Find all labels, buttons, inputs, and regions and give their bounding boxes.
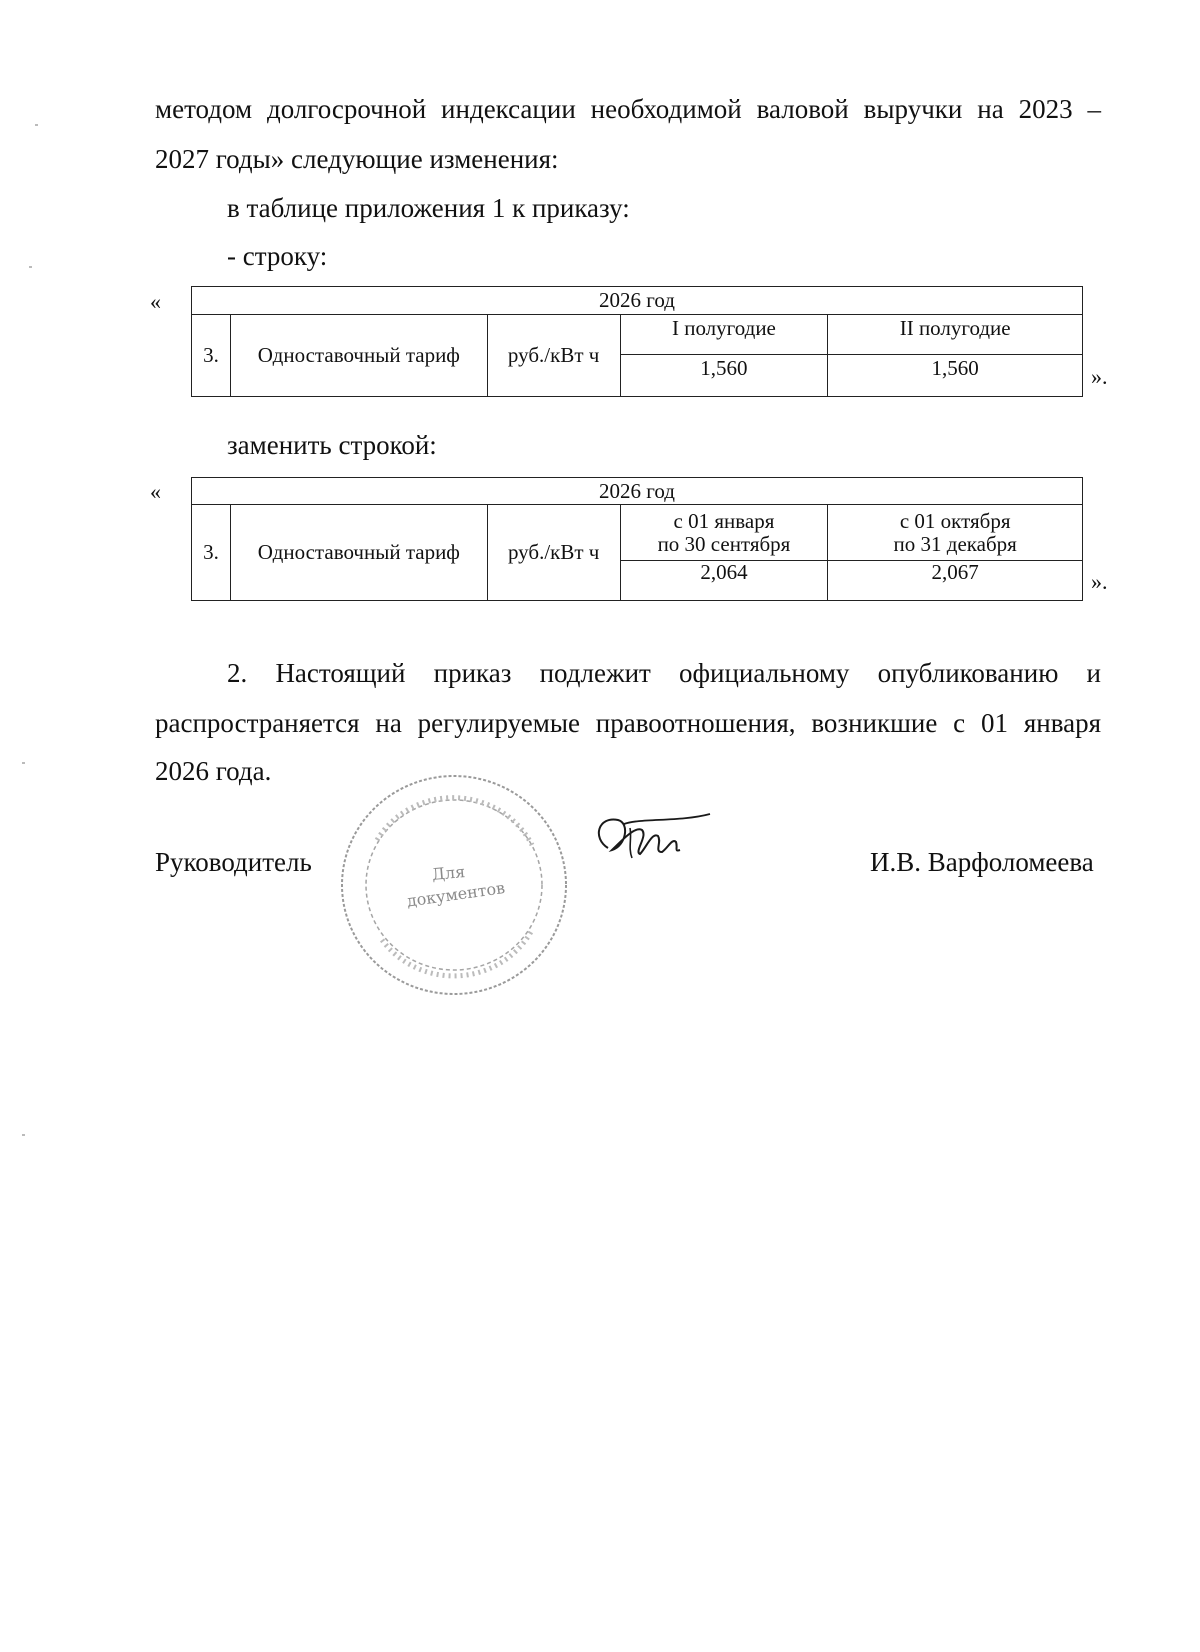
period-2-value: 1,560 bbox=[828, 355, 1083, 397]
paragraph-line: в таблице приложения 1 к приказу: bbox=[227, 193, 630, 223]
stamp-text-line1: Для bbox=[431, 862, 466, 884]
stamp-text-line2: документов bbox=[405, 878, 507, 911]
scan-speck bbox=[22, 1134, 25, 1136]
paragraph-line: - строку: bbox=[227, 241, 328, 271]
period-2-header-line1: с 01 октября bbox=[899, 509, 1011, 534]
period-2-header-line2: по 31 декабря bbox=[893, 531, 1017, 556]
signatory-position: Руководитель bbox=[155, 847, 312, 877]
close-quote: ». bbox=[1091, 569, 1108, 594]
period-1-header bbox=[620, 505, 828, 561]
paragraph-line: распространяется на регулируемые правоотношения, возникшие с 01 января bbox=[155, 708, 1101, 738]
open-quote: « bbox=[150, 289, 161, 314]
period-1-header-line1: с 01 января bbox=[673, 509, 775, 534]
period-2-header bbox=[828, 505, 1083, 561]
row-number: 3. bbox=[192, 315, 231, 397]
period-2-value: 2,067 bbox=[828, 561, 1083, 601]
round-seal-stamp bbox=[337, 770, 572, 1000]
paragraph-line: 2026 года. bbox=[155, 756, 272, 786]
period-1-header-line2: по 30 сентября bbox=[657, 531, 791, 556]
paragraph-line: 2. Настоящий приказ подлежит официальному опубликованию и bbox=[227, 658, 1101, 688]
scan-speck bbox=[29, 266, 32, 268]
table-year-header: 2026 год bbox=[192, 478, 1083, 505]
tariff-name: Одноставочный тариф bbox=[230, 505, 487, 601]
tariff-unit: руб./кВт ч bbox=[487, 505, 620, 601]
close-quote: ». bbox=[1091, 364, 1108, 389]
tariff-name: Одноставочный тариф bbox=[230, 315, 487, 397]
period-1-value: 2,064 bbox=[620, 561, 828, 601]
tariff-table-new bbox=[191, 477, 1083, 601]
paragraph-line: заменить строкой: bbox=[227, 430, 437, 460]
paragraph-line: 2027 годы» следующие изменения: bbox=[155, 144, 559, 174]
handwritten-signature bbox=[590, 808, 715, 868]
open-quote: « bbox=[150, 479, 161, 504]
period-1-header: I полугодие bbox=[620, 315, 828, 355]
table-year-header: 2026 год bbox=[192, 287, 1083, 315]
paragraph-line: методом долгосрочной индексации необходимой валовой выручки на 2023 – bbox=[155, 94, 1101, 124]
signatory-name: И.В. Варфоломеева bbox=[870, 847, 1094, 877]
row-number: 3. bbox=[192, 505, 231, 601]
period-2-header: II полугодие bbox=[828, 315, 1083, 355]
tariff-table-old bbox=[191, 286, 1083, 397]
period-1-value: 1,560 bbox=[620, 355, 828, 397]
scan-speck bbox=[22, 762, 25, 764]
scan-speck bbox=[35, 124, 38, 126]
tariff-unit: руб./кВт ч bbox=[487, 315, 620, 397]
